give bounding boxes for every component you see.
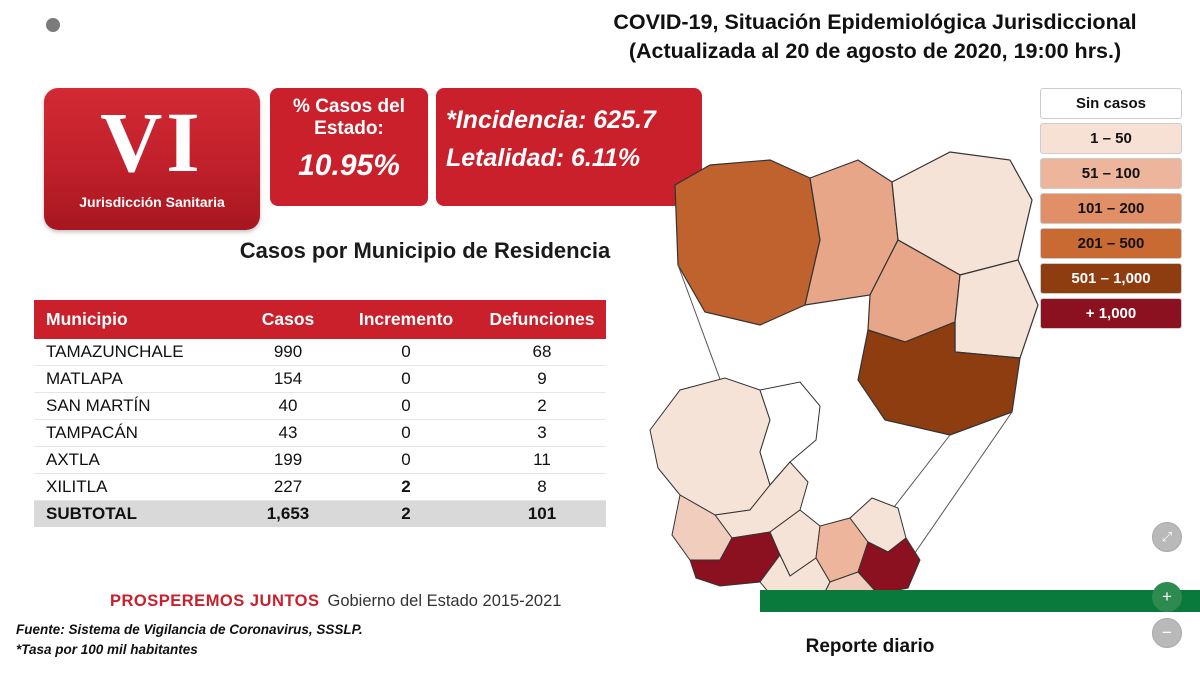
cell-defunciones: 8 bbox=[478, 474, 606, 501]
page-title bbox=[560, 8, 1190, 66]
state-percentage-label: % Casos del Estado: bbox=[293, 96, 405, 140]
table-row bbox=[34, 447, 606, 474]
state-percentage-card bbox=[270, 88, 428, 206]
state-percentage-value: 10.95% bbox=[298, 148, 400, 182]
state-region-1 bbox=[650, 378, 770, 515]
cell-defunciones: 3 bbox=[478, 420, 606, 447]
region-northwest bbox=[675, 160, 820, 325]
column-header-municipio: Municipio bbox=[34, 300, 242, 339]
cell-subtotal-label: SUBTOTAL bbox=[34, 501, 242, 528]
logo-tagline: PROSPEREMOS JUNTOS bbox=[42, 45, 198, 57]
table-title: Casos por Municipio de Residencia bbox=[239, 238, 611, 263]
page-title-line1: COVID-19, Situación Epidemiológica Jurisdiccional bbox=[613, 10, 1137, 34]
logo-subtagline: Gobierno del Estado 2015-2021 bbox=[42, 58, 159, 65]
footer-brand: PROSPEREMOS JUNTOS bbox=[110, 591, 320, 610]
footer-bar bbox=[0, 590, 1200, 612]
lethality-value: Letalidad: 6.11% bbox=[446, 143, 641, 172]
cell-casos: 199 bbox=[242, 447, 334, 474]
cell-defunciones: 68 bbox=[478, 339, 606, 366]
cell-casos: 227 bbox=[242, 474, 334, 501]
jurisdiction-badge bbox=[44, 88, 260, 230]
cell-casos: 43 bbox=[242, 420, 334, 447]
cell-defunciones: 11 bbox=[478, 447, 606, 474]
cell-incremento: 0 bbox=[334, 393, 478, 420]
cell-incremento: 0 bbox=[334, 420, 478, 447]
cell-casos: 40 bbox=[242, 393, 334, 420]
legend-item-51-100: 51 – 100 bbox=[1040, 158, 1182, 189]
table-row bbox=[34, 420, 606, 447]
cell-incremento: 2 bbox=[334, 474, 478, 501]
jurisdiction-map bbox=[620, 90, 1070, 610]
map-svg bbox=[620, 90, 1070, 610]
table-subtotal-row bbox=[34, 501, 606, 528]
source-note bbox=[16, 620, 363, 661]
cell-municipio: SAN MARTÍN bbox=[34, 393, 242, 420]
footer-brand-line bbox=[110, 590, 561, 612]
legend-item-101-200: 101 – 200 bbox=[1040, 193, 1182, 224]
table-row bbox=[34, 339, 606, 366]
cell-incremento: 0 bbox=[334, 447, 478, 474]
cell-municipio: TAMAZUNCHALE bbox=[34, 339, 242, 366]
legend-item-201-500: 201 – 500 bbox=[1040, 228, 1182, 259]
jurisdiction-label: Jurisdicción Sanitaria bbox=[79, 193, 225, 210]
slp-logo bbox=[40, 8, 230, 66]
logo-main bbox=[40, 8, 230, 42]
cell-municipio: TAMPACÁN bbox=[34, 420, 242, 447]
legend-item-plus-1000: + 1,000 bbox=[1040, 298, 1182, 329]
cases-table bbox=[34, 300, 606, 527]
report-label: Reporte diario bbox=[805, 636, 935, 657]
slp-circle-logo-icon bbox=[40, 12, 66, 38]
cell-defunciones: 9 bbox=[478, 366, 606, 393]
zoom-out-button[interactable]: − bbox=[1152, 618, 1182, 648]
legend-item-501-1000: 501 – 1,000 bbox=[1040, 263, 1182, 294]
cell-subtotal-casos: 1,653 bbox=[242, 501, 334, 528]
source-line-1: Fuente: Sistema de Vigilancia de Coronavirus, SSSLP. bbox=[16, 622, 363, 637]
legend-item-sin-casos: Sin casos bbox=[1040, 88, 1182, 119]
cell-subtotal-defunciones: 101 bbox=[478, 501, 606, 528]
cell-municipio: MATLAPA bbox=[34, 366, 242, 393]
table-row bbox=[34, 366, 606, 393]
page-title-line2: (Actualizada al 20 de agosto de 2020, 19:00 hrs.) bbox=[628, 39, 1122, 64]
cell-subtotal-incremento: 2 bbox=[334, 501, 478, 528]
logo-name: SLP bbox=[72, 6, 142, 44]
table-header-row bbox=[34, 300, 606, 339]
table-row bbox=[34, 393, 606, 420]
cell-incremento: 0 bbox=[334, 366, 478, 393]
cell-casos: 154 bbox=[242, 366, 334, 393]
table-row bbox=[34, 474, 606, 501]
cell-casos: 990 bbox=[242, 339, 334, 366]
jurisdiction-number: VI bbox=[100, 94, 204, 191]
cell-municipio: AXTLA bbox=[34, 447, 242, 474]
cell-defunciones: 2 bbox=[478, 393, 606, 420]
legend-item-1-50: 1 – 50 bbox=[1040, 123, 1182, 154]
source-line-2: *Tasa por 100 mil habitantes bbox=[16, 642, 198, 658]
column-header-defunciones: Defunciones bbox=[478, 300, 606, 339]
zoom-in-button[interactable]: + bbox=[1152, 582, 1182, 612]
column-header-incremento: Incremento bbox=[334, 300, 478, 339]
fit-screen-icon[interactable]: ⤢ bbox=[1152, 522, 1182, 552]
column-header-casos: Casos bbox=[242, 300, 334, 339]
footer-government: Gobierno del Estado 2015-2021 bbox=[327, 591, 562, 610]
cell-municipio: XILITLA bbox=[34, 474, 242, 501]
region-east bbox=[955, 260, 1038, 358]
cell-incremento: 0 bbox=[334, 339, 478, 366]
incidence-value: *Incidencia: 625.7 bbox=[446, 106, 656, 134]
